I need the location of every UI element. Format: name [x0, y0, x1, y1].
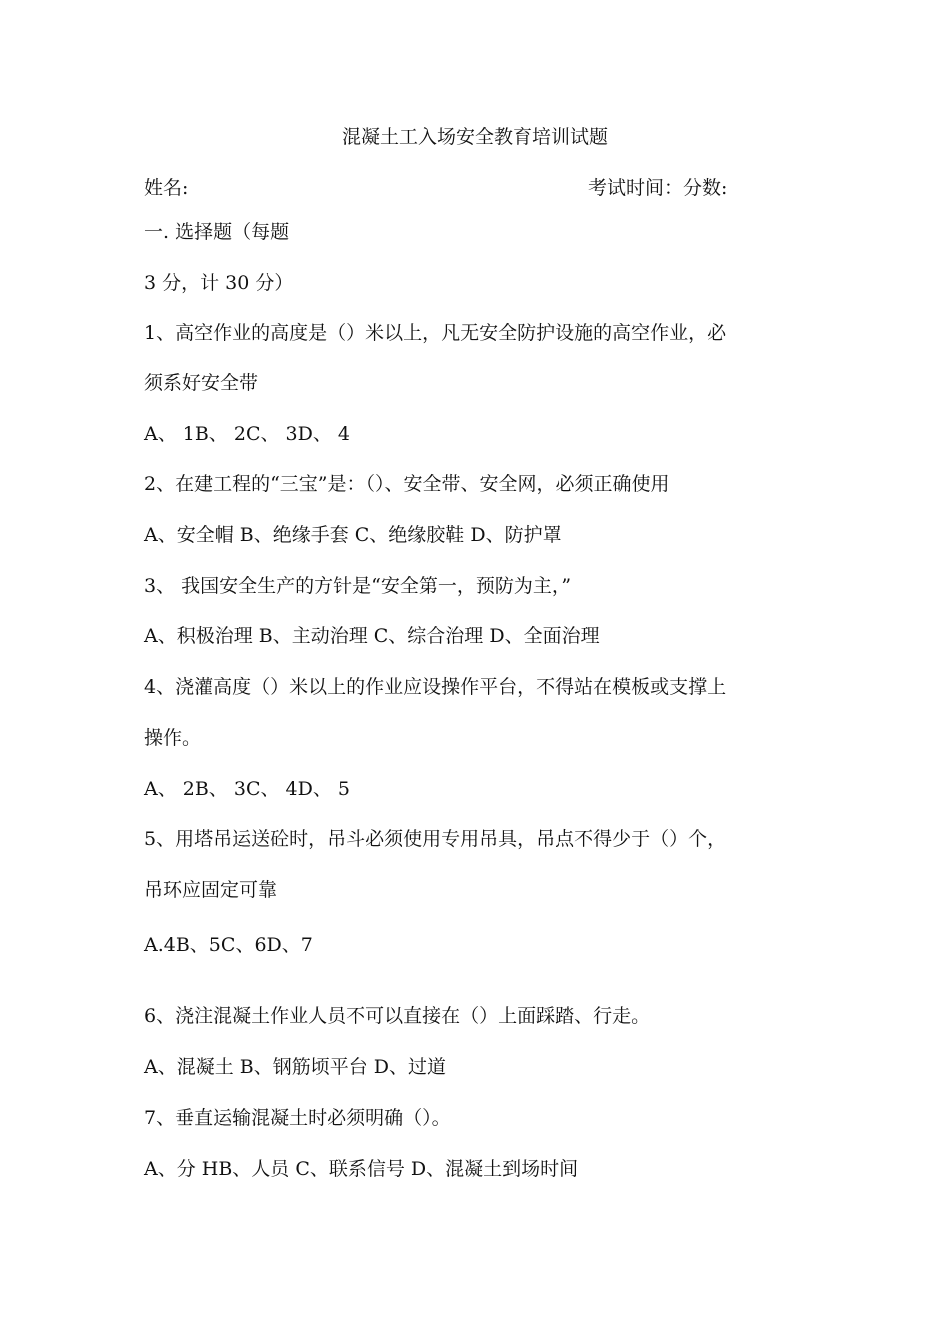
question-6: 6、浇注混凝土作业人员不可以直接在（）上面踩踏、行走。	[144, 1005, 651, 1027]
question-3: 3、 我国安全生产的方针是“安全第一，预防为主，”	[144, 575, 572, 597]
question-5-line2: 吊环应固定可靠	[144, 879, 278, 901]
question-1-line1: 1、高空作业的高度是（）米以上，凡无安全防护设施的高空作业，必	[144, 322, 727, 344]
question-3-options: A、积极治理 B、主动治理 C、综合治理 D、全面治理	[144, 625, 600, 647]
name-label: 姓名:	[144, 177, 189, 199]
question-4-line2: 操作。	[144, 727, 202, 749]
question-6-options: A、混凝土 B、钢筋顷平台 D、过道	[144, 1056, 446, 1078]
document-title: 混凝土工入场安全教育培训试题	[341, 126, 608, 148]
question-2-options: A、安全帽 B、绝缘手套 C、绝缘胶鞋 D、防护罩	[144, 524, 562, 546]
question-4-line1: 4、浇灌高度（）米以上的作业应设操作平台，不得站在模板或支撑上	[144, 676, 727, 698]
time-score-label: 考试时间：分数:	[588, 177, 728, 199]
question-5-line1: 5、用塔吊运送砼时，吊斗必须使用专用吊具，吊点不得少于（）个，	[144, 828, 727, 850]
question-5-options: A.4B、5C、6D、7	[144, 934, 313, 956]
section-heading-line1: 一. 选择题（每题	[144, 221, 290, 243]
question-7: 7、垂直运输混凝土时必须明确（）。	[144, 1107, 451, 1129]
question-1-line2: 须系好安全带	[144, 372, 259, 394]
question-4-options: A、 2B、 3C、 4D、 5	[144, 778, 350, 800]
section-heading-line2: 3 分，计 30 分）	[144, 272, 294, 294]
question-1-options: A、 1B、 2C、 3D、 4	[144, 423, 350, 445]
question-2: 2、在建工程的“三宝”是：（）、安全带、安全网，必须正确使用	[144, 473, 670, 495]
question-7-options: A、分 HB、人员 C、联系信号 D、混凝土到场时间	[144, 1158, 579, 1180]
